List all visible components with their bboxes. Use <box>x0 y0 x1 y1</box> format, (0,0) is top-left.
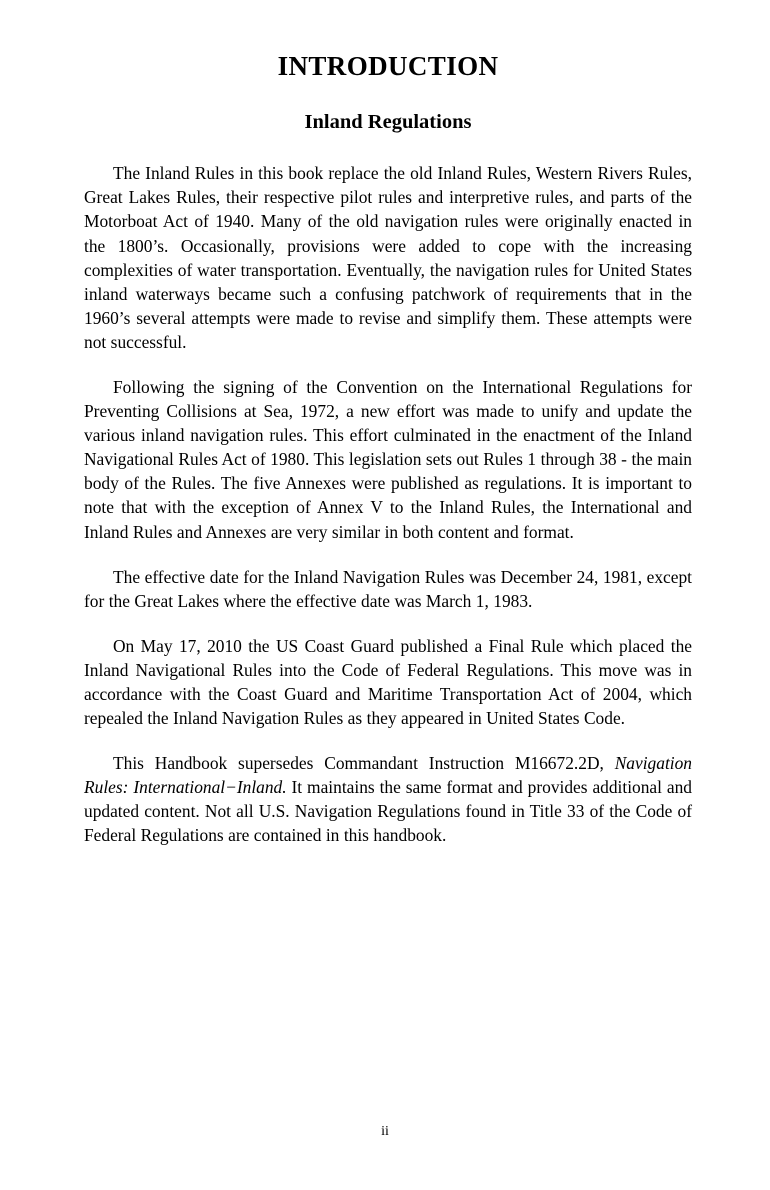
publication-title-italic: Navigation Rules: International−Inland. <box>84 753 692 798</box>
paragraph-3: The effective date for the Inland Navigation Rules was December 24, 1981, except for the Great Lakes where the effective date was March 1, 1983. <box>84 566 692 611</box>
body-text <box>84 133 692 847</box>
paragraph-4: On May 17, 2010 the US Coast Guard published a Final Rule which placed the Inland Navigational Rules into the Code of Federal Regulations. This move was in accordance with the Coast Guard and Maritime Transportation Act of 2004, which repealed the Inland Navigation Rules as they appeared in United States Code. <box>84 635 692 729</box>
paragraph-1: The Inland Rules in this book replace the old Inland Rules, Western Rivers Rules, Great Lakes Rules, their respective pilot rules and interpretive rules, and parts of the Motorboat Act of 1940. Many of the old navigation rules were originally enacted in the 1800’s. Occasionally, provisions were added to cope with the increasing complexities of water transportation. Eventually, the navigation rules for United States inland waterways became such a confusing patchwork of requirements that in the 1960’s several attempts were made to revise and simplify them. These attempts were not successful. <box>84 163 692 352</box>
paragraph-5 <box>84 751 692 847</box>
paragraph-2: Following the signing of the Convention on the International Regulations for Preventing Collisions at Sea, 1972, a new effort was made to unify and update the various inland navigation rules. This effort culminated in the enactment of the Inland Navigational Rules Act of 1980. This legislation sets out Rules 1 through 38 - the main body of the Rules. The five Annexes were published as regulations. It is important to note that with the exception of Annex V to the Inland Rules, the International and Inland Rules and Annexes are very similar in both content and format. <box>84 376 692 542</box>
page-content <box>84 0 692 848</box>
paragraph-5-lead: This Handbook supersedes Commandant Instruction M16672.2D, <box>113 753 615 774</box>
page-subtitle: Inland Regulations <box>304 110 472 133</box>
page-title: INTRODUCTION <box>277 51 499 81</box>
page-number-footer: ii <box>381 1124 389 1139</box>
paragraph-5-tail: It maintains the same format and provides additional and updated content. Not all U.S. Navigation Regulations found in Title 33 of the Code of Federal Regulations are contained in this handbook. <box>84 777 693 846</box>
